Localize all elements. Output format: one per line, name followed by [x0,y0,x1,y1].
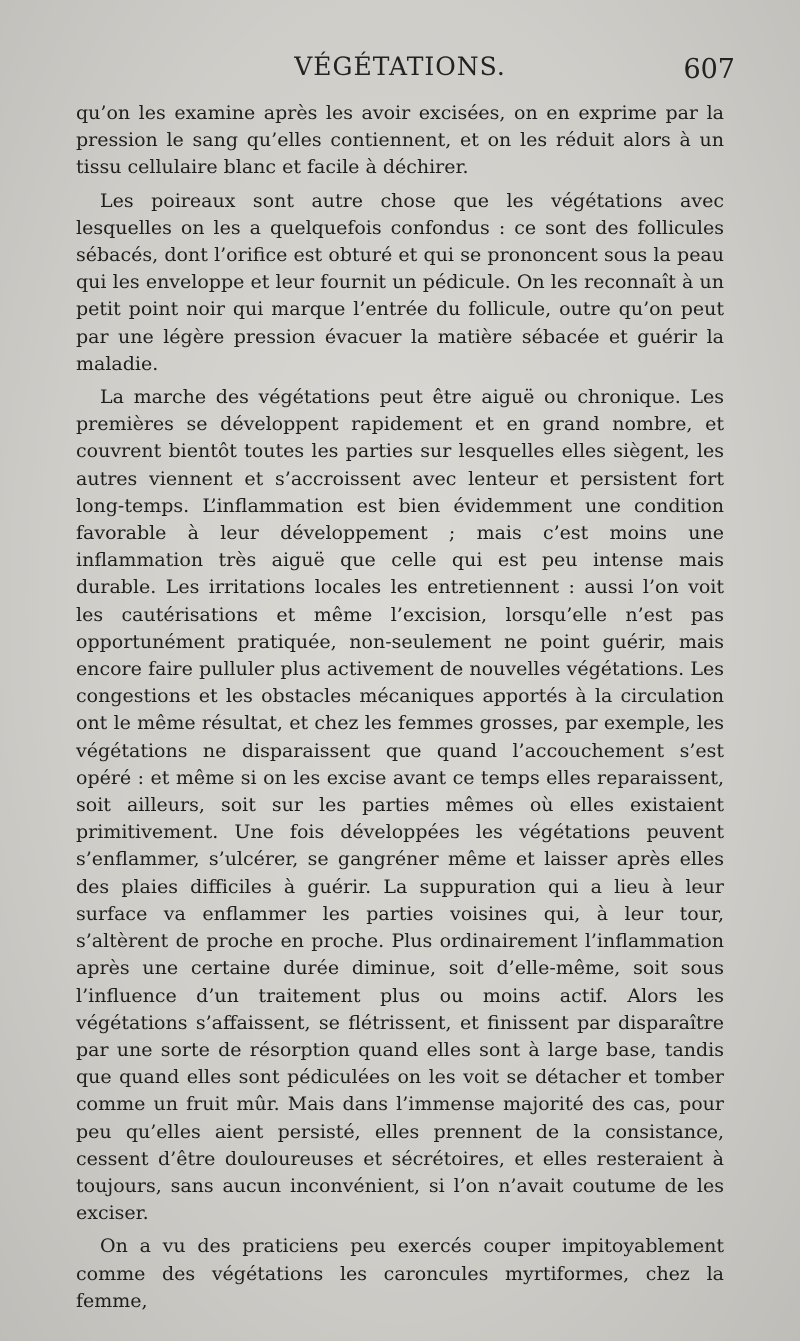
paragraph-poireaux: Les poireaux sont autre chose que les végétations avec lesquelles on les a quelquefois confondus : ce sont des follicules sébacés, dont l’orifice est obturé et qui se prononcent sous la peau qui les enveloppe et leur fournit un pédicule. On les reconnaît à un petit point noir qui marque l’entrée du follicule, outre qu’on peut par une légère pression évacuer la matière sébacée et guérir la maladie. [76,189,724,375]
paragraph-praticiens: On a vu des praticiens peu exercés couper impitoyablement comme des végétations les caroncules myrtiformes, chez la femme, [76,1235,724,1312]
paragraph-continued: qu’on les examine après les avoir excisées, on en exprime par la pression le sang qu’elles contiennent, et on les réduit alors à un tissu cellulaire blanc et facile à déchirer. [76,102,724,179]
body-text [76,100,724,1315]
running-title: VÉGÉTATIONS. [294,52,506,81]
page-number: 607 [683,54,735,85]
paragraph-marche: La marche des végétations peut être aiguë ou chronique. Les premières se développent rapidement et en grand nombre, et couvrent bientôt toutes les parties sur lesquelles elles siègent, les autres viennent et s’accroissent avec lenteur et persistent fort long-temps. L’inflammation est bien évidemment une condition favorable à leur développement ; mais c’est moins une inflammation très aiguë que celle qui est peu intense mais durable. Les irritations locales les entretiennent : aussi l’on voit les cautérisations et même l’excision, lorsqu’elle n’est pas opportunément pratiquée, non-seulement ne point guérir, mais encore faire pulluler plus activement de nouvelles végétations. Les congestions et les obstacles mécaniques apportés à la circulation ont le même résultat, et chez les femmes grosses, par exemple, les végétations ne disparaissent que quand l’accouchement s’est opéré : et même si on les excise avant ce temps elles reparaissent, soit ailleurs, soit sur les parties mêmes où elles existaient primitivement. Une fois développées les végétations peuvent s’enflammer, s’ulcérer, se gangréner même et laisser après elles des plaies difficiles à guérir. La suppuration qui a lieu à leur surface va enflammer les parties voisines qui, à leur tour, s’altèrent de proche en proche. Plus ordinairement l’inflammation après une certaine durée diminue, soit d’elle-même, soit sous l’influence d’un traitement plus ou moins actif. Alors les végétations s’affaissent, se flétrissent, et finissent par disparaître par une sorte de résorption quand elles sont à large base, tandis que quand elles sont pédiculées on les voit se détacher et tomber comme un fruit mûr. Mais dans l’immense majorité des cas, pour peu qu’elles aient persisté, elles prennent de la consistance, cessent d’être douloureuses et sécrétoires, et elles resteraient à toujours, sans aucun inconvénient, si l’on n’avait coutume de les exciser. [76,386,724,1225]
page-header [75,52,735,92]
